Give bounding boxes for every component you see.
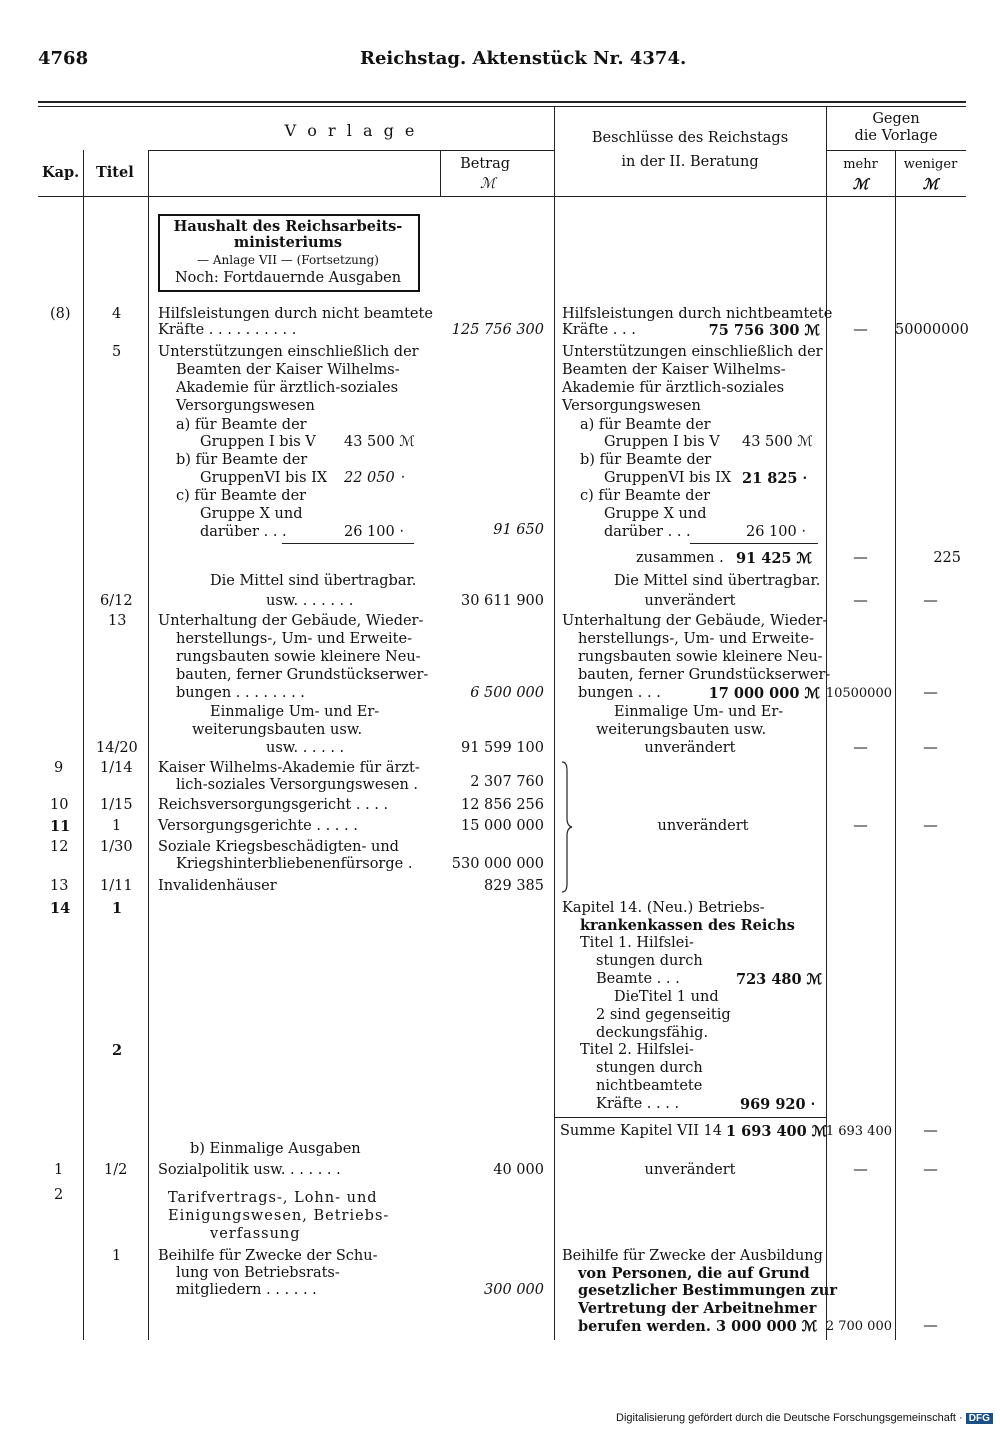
r13-text-2: Einigungswesen, Betriebs- — [168, 1208, 390, 1224]
r2-b-3: Versorgungswesen — [562, 398, 701, 414]
r2-b-8: c) für Beamte der — [580, 488, 711, 504]
col-header-mehr-unit: ℳ — [852, 176, 869, 193]
r7-betrag: 12 856 256 — [460, 797, 544, 813]
r11-b-4: Beamte . . . — [596, 971, 680, 987]
r3-betrag: 30 611 900 — [460, 593, 544, 609]
r2-v-9: Gruppe X und — [200, 506, 303, 522]
r2-b-sum-rule — [690, 543, 818, 544]
col-header-betrag-unit: ℳ — [480, 176, 496, 192]
r4-v-0: Unterhaltung der Gebäude, Wieder- — [158, 613, 424, 629]
r8-mehr: — — [853, 818, 868, 834]
r9-kap: 12 — [50, 839, 69, 855]
r2-zus-amount: 91 425 ℳ — [736, 550, 813, 567]
r4-b-2: rungsbauten sowie kleinere Neu- — [578, 649, 823, 665]
r11-b-0: Kapitel 14. (Neu.) Betriebs- — [562, 900, 765, 916]
r7-titel: 1/15 — [100, 797, 133, 813]
page-number: 4768 — [38, 48, 89, 69]
r12-betrag: 40 000 — [493, 1162, 544, 1178]
col-header-betrag: Betrag — [460, 156, 510, 172]
r2-v-5: Gruppen I bis V — [200, 434, 316, 450]
r12-weniger: — — [923, 1162, 938, 1178]
r11-kap: 14 — [50, 900, 71, 917]
r8-text: Versorgungsgerichte . . . . . — [158, 818, 358, 834]
r6-kap: 9 — [54, 760, 64, 776]
r14-b-1: Beihilfe für Zwecke der Ausbildung — [562, 1248, 823, 1264]
group-brace — [560, 760, 574, 894]
r10-titel: 1/11 — [100, 878, 133, 894]
r13-text-1: Tarifvertrags-, Lohn- und — [168, 1190, 378, 1206]
col-divider-kap — [83, 150, 84, 1340]
r11-titel-2: 2 — [112, 1042, 123, 1059]
col-header-gegen-1: Gegen — [872, 111, 920, 127]
einmalige-heading: b) Einmalige Ausgaben — [190, 1141, 361, 1157]
col-header-weniger: weniger — [903, 157, 958, 172]
r5-v-1: Einmalige Um- und Er- — [210, 704, 380, 720]
r11-b-3: stungen durch — [596, 953, 703, 969]
section-note: Noch: Fortdauernde Ausgaben — [174, 270, 402, 286]
r4-b-3: bauten, ferner Grundstückserwer- — [578, 667, 831, 683]
r2-mehr: — — [853, 550, 868, 566]
r11-b-6: 2 sind gegenseitig — [596, 1007, 731, 1023]
r14-v-1: Beihilfe für Zwecke der Schu- — [158, 1248, 378, 1264]
r11-sum-rule — [554, 1117, 826, 1118]
r12-mehr: — — [853, 1162, 868, 1178]
r14-b-3: gesetzlicher Bestimmungen zur — [578, 1282, 837, 1299]
r2-titel: 5 — [112, 344, 122, 360]
col-header-beschluesse-1: Beschlüsse des Reichstags — [591, 130, 789, 146]
r9-text-1: Soziale Kriegsbeschädigten- und — [158, 839, 399, 855]
r12-text: Sozialpolitik usw. . . . . . . — [158, 1162, 341, 1178]
r4-v-4: bungen . . . . . . . . — [176, 685, 305, 701]
r8-titel: 1 — [112, 818, 122, 834]
r2-b-9: Gruppe X und — [604, 506, 707, 522]
r11-weniger: — — [923, 1123, 938, 1139]
r4-weniger: — — [923, 685, 938, 701]
r11-summe-label: Summe Kapitel VII 14 — [560, 1123, 722, 1139]
section-title-2: ministeriums — [233, 234, 343, 251]
r5-betrag: 91 599 100 — [460, 740, 544, 756]
r14-mehr: 2 700 000 — [825, 1319, 892, 1334]
r2-v-sum-rule — [282, 543, 414, 544]
r2-zus-label: zusammen . — [636, 550, 724, 566]
r10-text: Invalidenhäuser — [158, 878, 277, 894]
r4-b-4: bungen . . . — [578, 685, 661, 701]
r3-text: usw. . . . . . . — [266, 593, 354, 609]
r7-text: Reichsversorgungsgericht . . . . — [158, 797, 389, 813]
col-divider-titel — [148, 150, 149, 1340]
col-header-titel: Titel — [96, 164, 134, 181]
section-subtitle: — Anlage VII — (Fortsetzung) — [197, 253, 379, 267]
r13-text-3: verfassung — [210, 1226, 301, 1242]
r2-b-0: Unterstützungen einschließlich der — [562, 344, 823, 360]
col-header-vorlage: V o r l a g e — [284, 121, 418, 140]
r4-betrag: 6 500 000 — [470, 685, 544, 701]
r2-v-6: b) für Beamte der — [176, 452, 308, 468]
page-title: Reichstag. Aktenstück Nr. 4374. — [360, 48, 687, 69]
r9-titel: 1/30 — [100, 839, 133, 855]
r6-betrag: 2 307 760 — [470, 774, 544, 790]
r11-mehr: 1 693 400 — [825, 1124, 892, 1139]
r1-betrag: 125 756 300 — [451, 322, 544, 338]
r8-betrag: 15 000 000 — [460, 818, 544, 834]
r11-amt-1: 723 480 ℳ — [736, 971, 823, 988]
r2-v-0: Unterstützungen einschließlich der — [158, 344, 419, 360]
r2-weniger: 225 — [933, 550, 961, 566]
r12-titel: 1/2 — [104, 1162, 128, 1178]
r12-b: unverändert — [644, 1162, 736, 1178]
col-header-kap: Kap. — [42, 164, 80, 181]
r2-bc: 26 100 ‧ — [746, 524, 806, 540]
r2-va: 43 500 ℳ — [344, 434, 415, 450]
r3-mehr: — — [853, 593, 868, 609]
r9-betrag: 530 000 000 — [451, 856, 544, 872]
r2-bb: 21 825 ‧ — [742, 470, 808, 487]
r11-b-8: Titel 2. Hilfslei- — [580, 1042, 694, 1058]
r7-kap: 10 — [50, 797, 69, 813]
r6-text-1: Kaiser Wilhelms-Akademie für ärzt- — [158, 760, 420, 776]
r14-weniger: — — [923, 1318, 938, 1334]
r2-b-4: a) für Beamte der — [580, 417, 711, 433]
r14-v-3: mitgliedern . . . . . . — [176, 1282, 317, 1298]
r14-betrag: 300 000 — [484, 1282, 544, 1298]
r11-b-2: Titel 1. Hilfslei- — [580, 935, 694, 951]
r11-b-7: deckungsfähig. — [596, 1025, 709, 1041]
r4-b-amount: 17 000 000 ℳ — [708, 685, 820, 702]
r2-note-v: Die Mittel sind übertragbar. — [210, 573, 417, 589]
r14-v-2: lung von Betriebsrats- — [176, 1265, 340, 1281]
top-rule-1 — [38, 101, 966, 103]
r3-b: unverändert — [644, 593, 736, 609]
r4-v-2: rungsbauten sowie kleinere Neu- — [176, 649, 421, 665]
r1-b-2: Kräfte . . . — [562, 322, 636, 338]
r2-b-10: darüber . . . — [604, 524, 691, 540]
r3-titel: 6/12 — [100, 593, 133, 609]
r1-text-1: Hilfsleistungen durch nicht beamtete — [158, 306, 433, 322]
r8-weniger: — — [923, 818, 938, 834]
r5-b: unverändert — [644, 740, 736, 756]
r14-b-5: berufen werden. — [578, 1318, 711, 1335]
r3-weniger: — — [923, 593, 938, 609]
r2-v-7: GruppenVI bis IX — [200, 470, 328, 486]
r14-titel: 1 — [112, 1248, 122, 1264]
r11-titel: 1 — [112, 900, 123, 917]
r1-text-2: Kräfte . . . . . . . . . . — [158, 322, 297, 338]
r4-v-1: herstellungs-, Um- und Erweite- — [176, 631, 412, 647]
r2-v-8: c) für Beamte der — [176, 488, 307, 504]
r1-b-1: Hilfsleistungen durch nichtbeamtete — [562, 306, 833, 322]
r2-vb: 22 050 ‧ — [344, 470, 404, 486]
col-divider-beschl — [826, 106, 827, 1340]
r9-text-2: Kriegshinterbliebenenfürsorge . — [176, 856, 413, 872]
r2-b-7: GruppenVI bis IX — [604, 470, 732, 486]
r11-b-10: nichtbeamtete — [596, 1078, 703, 1094]
r11-b-5: DieTitel 1 und — [614, 989, 719, 1005]
r2-note-b: Die Mittel sind übertragbar. — [614, 573, 821, 589]
r2-v-3: Versorgungswesen — [176, 398, 315, 414]
vorlage-underline — [148, 150, 554, 151]
gegen-underline — [826, 150, 966, 151]
r2-ba: 43 500 ℳ — [742, 434, 813, 450]
r5-text: usw. . . . . . — [266, 740, 345, 756]
section-title-1: Haushalt des Reichsarbeits- — [173, 218, 403, 235]
r11-b-11: Kräfte . . . . — [596, 1096, 680, 1112]
col-header-gegen-2: die Vorlage — [854, 128, 938, 144]
r10-kap: 13 — [50, 878, 69, 894]
col-header-mehr: mehr — [843, 157, 878, 172]
r2-b-1: Beamten der Kaiser Wilhelms- — [562, 362, 786, 378]
r2-betrag: 91 650 — [493, 522, 544, 538]
r8-b: unverändert — [657, 818, 749, 834]
r2-v-2: Akademie für ärztlich-soziales — [176, 380, 399, 396]
r1-titel: 4 — [112, 306, 122, 322]
r11-b-1: krankenkassen des Reichs — [580, 917, 795, 934]
r5-b-2: weiterungsbauten usw. — [596, 722, 767, 738]
r12-kap: 1 — [54, 1162, 64, 1178]
r8-kap: 11 — [50, 818, 71, 835]
r4-titel: 13 — [108, 613, 127, 629]
col-header-weniger-unit: ℳ — [922, 176, 939, 193]
r2-b-6: b) für Beamte der — [580, 452, 712, 468]
r14-b-4: Vertretung der Arbeitnehmer — [578, 1300, 817, 1317]
r6-titel: 1/14 — [100, 760, 133, 776]
r5-mehr: — — [853, 740, 868, 756]
col-header-beschluesse-2: in der II. Beratung — [621, 154, 759, 170]
r5-titel: 14/20 — [96, 740, 138, 756]
r1-b-amount: 75 756 300 ℳ — [708, 322, 820, 339]
r11-amt-2: 969 920 ‧ — [740, 1096, 816, 1113]
r14-b-amount: 3 000 000 ℳ — [716, 1318, 818, 1335]
r4-b-0: Unterhaltung der Gebäude, Wieder- — [562, 613, 828, 629]
r2-vc: 26 100 ‧ — [344, 524, 404, 540]
r10-betrag: 829 385 — [484, 878, 544, 894]
r1-mehr: — — [853, 322, 868, 338]
dfg-logo: DFG — [966, 1413, 993, 1424]
r5-weniger: — — [923, 740, 938, 756]
r2-b-5: Gruppen I bis V — [604, 434, 720, 450]
r4-b-1: herstellungs-, Um- und Erweite- — [578, 631, 814, 647]
r5-v-2: weiterungsbauten usw. — [192, 722, 363, 738]
r2-v-4: a) für Beamte der — [176, 417, 307, 433]
r14-b-2: von Personen, die auf Grund — [578, 1265, 810, 1282]
col-divider-vorlage — [554, 106, 555, 1340]
r2-b-2: Akademie für ärztlich-soziales — [562, 380, 785, 396]
footer-text: Digitalisierung gefördert durch die Deutsche Forschungsgemeinschaft · — [616, 1412, 963, 1424]
r13-kap: 2 — [54, 1187, 64, 1203]
r6-text-2: lich-soziales Versorgungswesen . — [176, 777, 419, 793]
r2-v-10: darüber . . . — [200, 524, 287, 540]
footer-credit — [616, 1412, 993, 1424]
r4-mehr: 10500000 — [825, 686, 892, 701]
r11-b-9: stungen durch — [596, 1060, 703, 1076]
r1-weniger: 50000000 — [895, 322, 969, 338]
r2-v-1: Beamten der Kaiser Wilhelms- — [176, 362, 400, 378]
r1-kap: (8) — [50, 306, 71, 322]
r5-b-1: Einmalige Um- und Er- — [614, 704, 784, 720]
r11-summe-amount: 1 693 400 ℳ — [726, 1123, 828, 1140]
r4-v-3: bauten, ferner Grundstückserwer- — [176, 667, 429, 683]
